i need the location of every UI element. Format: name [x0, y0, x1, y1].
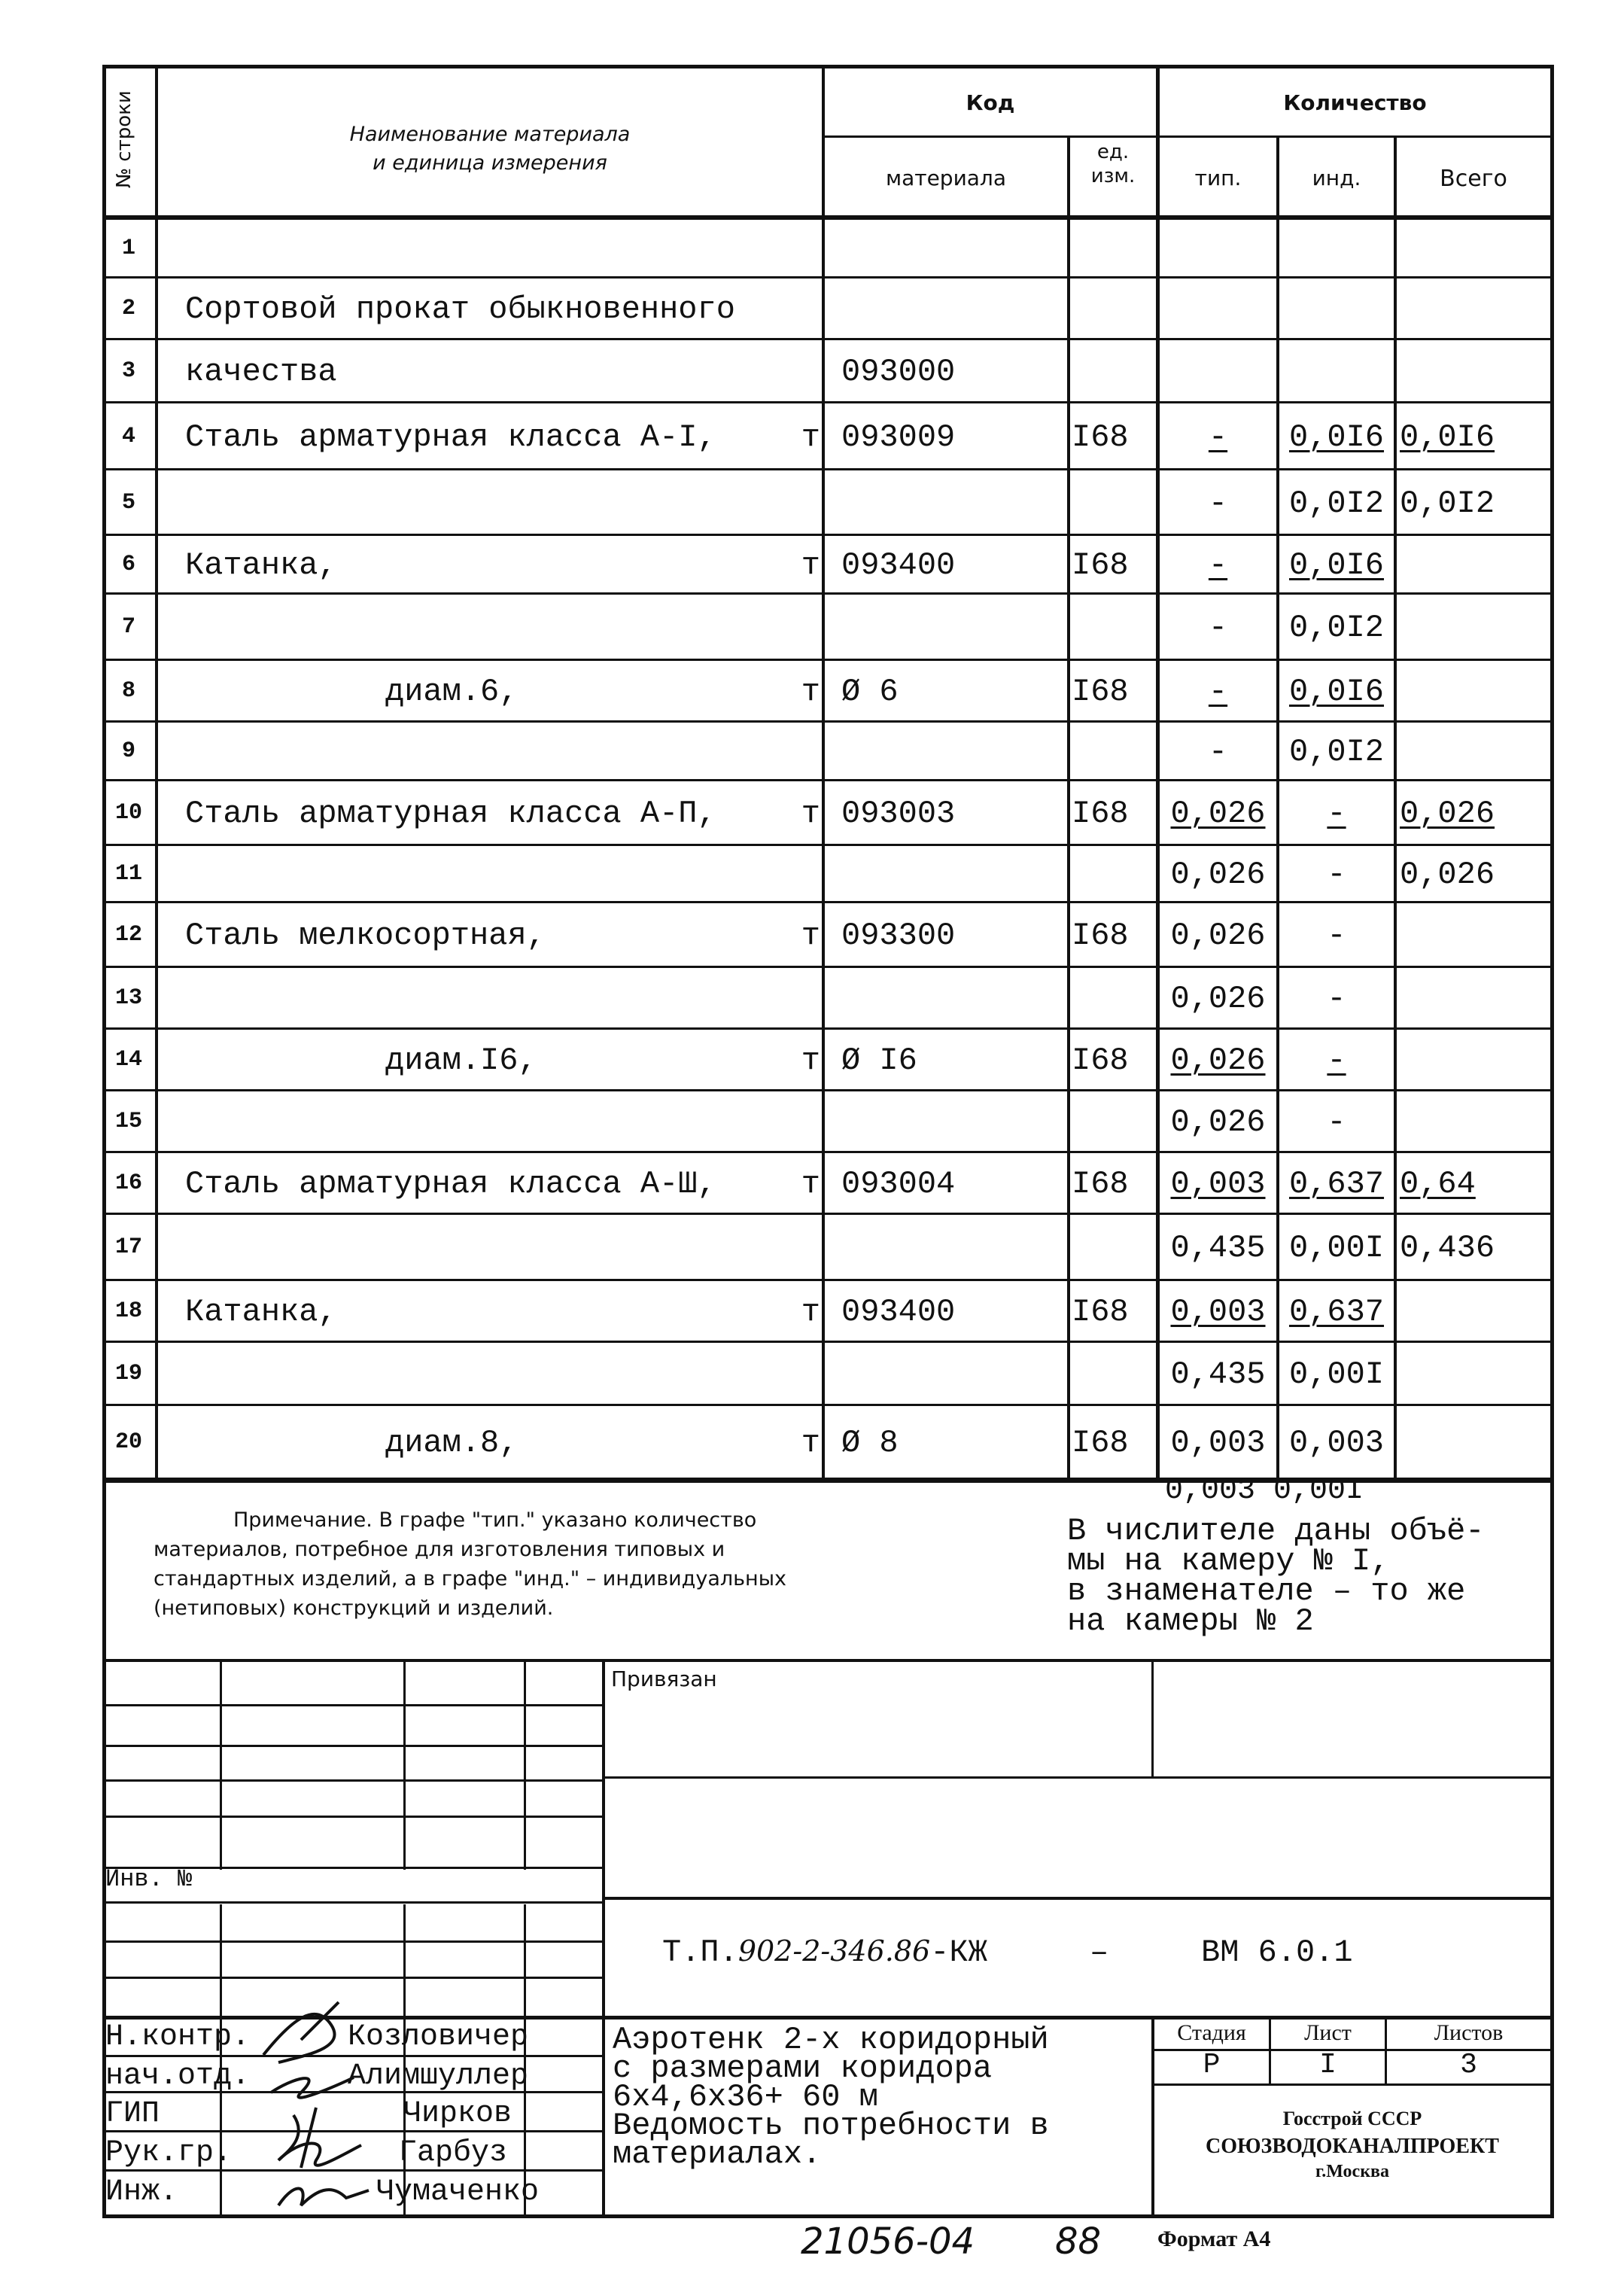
stamp-sheets-value: 3 [1460, 2049, 1477, 2081]
row-number: 14 [114, 1047, 142, 1073]
row-ind: 0,0I6 [1288, 547, 1385, 583]
row-typ: - [1208, 734, 1228, 770]
stamp-h-code-top [602, 1897, 1554, 1900]
row-number: 7 [121, 614, 135, 640]
row-ed: I68 [1072, 796, 1129, 832]
header-code-material: материала [885, 166, 1006, 190]
header-quantity: Количество [1283, 90, 1427, 115]
stamp-grid-v3b [524, 1904, 526, 2016]
stamp-title-line-5: материалах. [613, 2136, 822, 2172]
row-divider [102, 659, 1554, 661]
row-total: 0,0I6 [1400, 419, 1495, 455]
row-divider [102, 468, 1554, 470]
row-name: качества [185, 354, 337, 390]
stamp-bound-label: Привязан [611, 1666, 717, 1691]
person-role-1: Н.контр. [105, 2020, 251, 2054]
person-role-5: Инж. [105, 2175, 178, 2209]
row-typ: 0,026 [1170, 857, 1266, 893]
row-unit: т [801, 1042, 820, 1079]
row-number: 15 [114, 1109, 142, 1134]
row-number: 19 [114, 1361, 142, 1386]
row-divider [102, 1404, 1554, 1406]
row-ind: 0,00I [1288, 1356, 1385, 1393]
row-unit: т [801, 419, 820, 455]
person-role-4: Рук.гр. [105, 2136, 233, 2170]
frame-top [102, 65, 1554, 68]
row-divider [102, 401, 1554, 403]
row-number: 4 [121, 423, 135, 449]
row-code: 093000 [841, 354, 956, 390]
row-typ: - [1208, 674, 1228, 710]
stamp-sheet-value: I [1319, 2049, 1337, 2081]
row-typ: 0,435 [1170, 1230, 1266, 1266]
frame-bottom [102, 2214, 1554, 2218]
row-divider [102, 534, 1554, 536]
row-name: Сталь мелкосортная, [185, 918, 546, 954]
row-name: Сталь арматурная класса А-Ш, [185, 1166, 716, 1202]
overflow-values: 0,003 0,00I [1165, 1474, 1364, 1508]
row-typ: 0,435 [1170, 1356, 1266, 1393]
person-name-3: Чирков [403, 2097, 512, 2131]
person-name-4: Гарбуз [399, 2136, 508, 2170]
note-line-3: стандартных изделий, а в графе "инд." – индивидуальных [154, 1567, 786, 1590]
row-number: 5 [121, 489, 135, 516]
row-ind: - [1327, 981, 1346, 1017]
note-line-1: Примечание. В графе "тип." указано количество [233, 1508, 757, 1532]
stamp-sheet-label: Лист [1304, 2020, 1352, 2045]
row-number: 1 [121, 236, 135, 261]
row-number: 6 [121, 552, 135, 577]
stamp-bound-divider [1151, 1659, 1154, 1776]
row-code: Ø 8 [841, 1425, 899, 1461]
row-divider [102, 1151, 1554, 1153]
row-divider [102, 901, 1554, 903]
row-ind: 0,0I2 [1288, 485, 1385, 522]
stamp-grid-v1 [220, 1659, 222, 1870]
row-name: Катанка, [185, 1294, 337, 1330]
frame-left [102, 65, 106, 2217]
row-unit: т [801, 1425, 820, 1461]
row-typ: 0,026 [1170, 1042, 1266, 1079]
stamp-grid-h6 [102, 1901, 602, 1904]
row-divider [102, 844, 1554, 846]
stamp-dash: – [1090, 1934, 1109, 1971]
row-ed: I68 [1072, 1425, 1129, 1461]
side-note-line-1: В числителе даны объё- [1067, 1513, 1485, 1549]
footer-archive-suffix: 88 [1055, 2220, 1102, 2263]
side-note-line-4: на камеры № 2 [1067, 1603, 1314, 1639]
row-divider [102, 1089, 1554, 1091]
row-typ: 0,026 [1170, 918, 1266, 954]
stamp-sheets-label: Листов [1434, 2020, 1504, 2045]
row-number: 13 [114, 985, 142, 1011]
row-typ: - [1208, 610, 1228, 646]
row-ed: I68 [1072, 918, 1129, 954]
stamp-doc-code-suffix: -КЖ [930, 1934, 987, 1971]
row-total: 0,64 [1400, 1166, 1476, 1202]
stamp-stage-h2 [1151, 2083, 1554, 2086]
person-role-2: нач.отд. [105, 2059, 251, 2093]
row-ind: - [1327, 1104, 1346, 1140]
stamp-grid-v1b [220, 1904, 222, 2016]
row-number: 2 [121, 296, 135, 321]
stamp-grid-h2 [102, 1745, 602, 1747]
row-typ: 0,003 [1170, 1425, 1266, 1461]
row-ind: 0,003 [1288, 1425, 1385, 1461]
row-ed: I68 [1072, 1166, 1129, 1202]
stamp-inv-label: Инв. № [105, 1865, 193, 1893]
signatures-graphic [248, 1987, 399, 2213]
row-divider [102, 779, 1554, 781]
row-ind: 0,0I6 [1288, 674, 1385, 710]
row-number: 11 [114, 861, 142, 887]
row-name: диам.8, [385, 1425, 519, 1461]
row-total: 0,026 [1400, 796, 1495, 832]
footer-archive-no: 21056-04 [801, 2220, 975, 2263]
row-divider [102, 276, 1554, 279]
stamp-sheet-code: ВМ 6.0.1 [1201, 1934, 1353, 1971]
row-ind: - [1327, 857, 1346, 893]
header-row-no: № строки [113, 90, 135, 188]
row-typ: 0,003 [1170, 1294, 1266, 1330]
row-divider [102, 1027, 1554, 1030]
row-divider [102, 1279, 1554, 1281]
row-ed: I68 [1072, 1042, 1129, 1079]
note-line-2: материалов, потребное для изготовления типовых и [154, 1538, 725, 1561]
side-note-line-3: в знаменателе – то же [1067, 1573, 1466, 1609]
row-unit: т [801, 1294, 820, 1330]
header-total: Всего [1440, 166, 1507, 192]
header-typ: тип. [1194, 166, 1242, 190]
stamp-org-1: Госстрой СССР [1282, 2108, 1422, 2129]
row-code: 093004 [841, 1166, 956, 1202]
person-role-3: ГИП [105, 2097, 160, 2131]
row-typ: 0,003 [1170, 1166, 1266, 1202]
row-ind: 0,0I6 [1288, 419, 1385, 455]
row-number: 17 [114, 1234, 142, 1260]
row-number: 3 [121, 358, 135, 384]
row-typ: 0,026 [1170, 981, 1266, 1017]
row-code: 093009 [841, 419, 956, 455]
row-code: 093300 [841, 918, 956, 954]
stamp-title-line-3: 6х4,6х36+ 60 м [613, 2079, 878, 2115]
row-ind: - [1327, 918, 1346, 954]
row-total: 0,0I2 [1400, 485, 1495, 522]
row-number: 12 [114, 922, 142, 948]
header-name: Наименование материала и единица измерения [349, 123, 631, 175]
row-ind: 0,00I [1288, 1230, 1385, 1266]
stamp-grid-h3 [102, 1779, 602, 1782]
row-typ: - [1208, 547, 1228, 583]
row-ind: 0,637 [1288, 1166, 1385, 1202]
stamp-doc-code-prefix: Т.П. [662, 1934, 738, 1971]
row-unit: т [801, 547, 820, 583]
row-name: Сталь арматурная класса А-П, [185, 796, 716, 832]
row-divider [102, 1213, 1554, 1215]
row-ed: I68 [1072, 419, 1129, 455]
row-typ: - [1208, 485, 1228, 522]
stamp-org-2: СОЮЗВОДОКАНАЛПРОЕКТ [1206, 2135, 1499, 2158]
row-unit: т [801, 796, 820, 832]
row-unit: т [801, 674, 820, 710]
row-number: 20 [114, 1429, 142, 1455]
row-ind: 0,637 [1288, 1294, 1385, 1330]
note-line-4: (нетиповых) конструкций и изделий. [154, 1596, 554, 1620]
stamp-grid-h1 [102, 1704, 602, 1706]
stamp-stage-label: Стадия [1177, 2020, 1246, 2045]
footer-format: Формат А4 [1157, 2227, 1271, 2251]
row-ind: - [1327, 1042, 1346, 1079]
stamp-doc-code [662, 1934, 987, 1971]
row-number: 18 [114, 1298, 142, 1324]
row-ind: - [1327, 796, 1346, 832]
row-name: Сталь арматурная класса А-I, [185, 419, 716, 455]
stamp-org-3: г.Москва [1315, 2162, 1389, 2181]
person-name-1: Козловичер [348, 2020, 529, 2054]
stamp-grid-v2 [403, 1659, 406, 1870]
row-code: Ø I6 [841, 1042, 917, 1079]
row-divider [102, 592, 1554, 595]
stamp-main-divider [602, 1659, 605, 2217]
stamp-grid-v3 [524, 1659, 526, 1870]
row-typ: - [1208, 419, 1228, 455]
row-number: 16 [114, 1170, 142, 1196]
row-number: 8 [121, 678, 135, 704]
row-name: диам.6, [385, 674, 519, 710]
frame-right [1550, 65, 1554, 2217]
stamp-top-line [102, 1659, 1554, 1662]
row-divider [102, 1341, 1554, 1343]
header-ind: инд. [1312, 166, 1361, 190]
stamp-h-bound [602, 1776, 1554, 1779]
row-divider [102, 720, 1554, 723]
row-ed: I68 [1072, 674, 1129, 710]
stamp-grid-h8 [102, 1977, 602, 1979]
row-name: Катанка, [185, 547, 337, 583]
row-ed: I68 [1072, 547, 1129, 583]
header-mid-line [822, 135, 1554, 138]
row-ind: 0,0I2 [1288, 610, 1385, 646]
row-name: Сортовой прокат обыкновенного [185, 291, 735, 327]
row-number: 10 [114, 800, 142, 826]
row-code: 093400 [841, 1294, 956, 1330]
row-unit: т [801, 1166, 820, 1202]
side-note-line-2: мы на камеру № I, [1067, 1543, 1390, 1579]
row-code: 093003 [841, 796, 956, 832]
row-code: 093400 [841, 547, 956, 583]
row-divider [102, 338, 1554, 340]
row-divider [102, 966, 1554, 968]
header-code-unit: ед. изм. [1090, 141, 1136, 187]
stamp-title-line-4: Ведомость потребности в [613, 2108, 1049, 2144]
header-code: Код [966, 90, 1015, 115]
stamp-title-line-2: с размерами коридора [613, 2050, 993, 2087]
row-unit: т [801, 918, 820, 954]
row-number: 9 [121, 738, 135, 764]
row-code: Ø 6 [841, 674, 899, 710]
stamp-grid-h7 [102, 1940, 602, 1943]
header-bottom-line [102, 215, 1554, 220]
stamp-doc-code-number: 902-2-346.86 [737, 1934, 931, 1968]
row-total: 0,436 [1400, 1230, 1495, 1266]
row-total: 0,026 [1400, 857, 1495, 893]
row-ed: I68 [1072, 1294, 1129, 1330]
row-typ: 0,026 [1170, 1104, 1266, 1140]
row-typ: 0,026 [1170, 796, 1266, 832]
row-ind: 0,0I2 [1288, 734, 1385, 770]
stamp-grid-v2b [403, 1904, 406, 2016]
row-name: диам.I6, [385, 1042, 537, 1079]
stamp-grid-h4 [102, 1816, 602, 1818]
stamp-title-line-1: Аэротенк 2-х коридорный [613, 2022, 1049, 2058]
person-name-2: Алимшуллер [348, 2059, 529, 2093]
stamp-stage-value: Р [1203, 2049, 1221, 2081]
person-name-5: Чумаченко [376, 2175, 540, 2209]
